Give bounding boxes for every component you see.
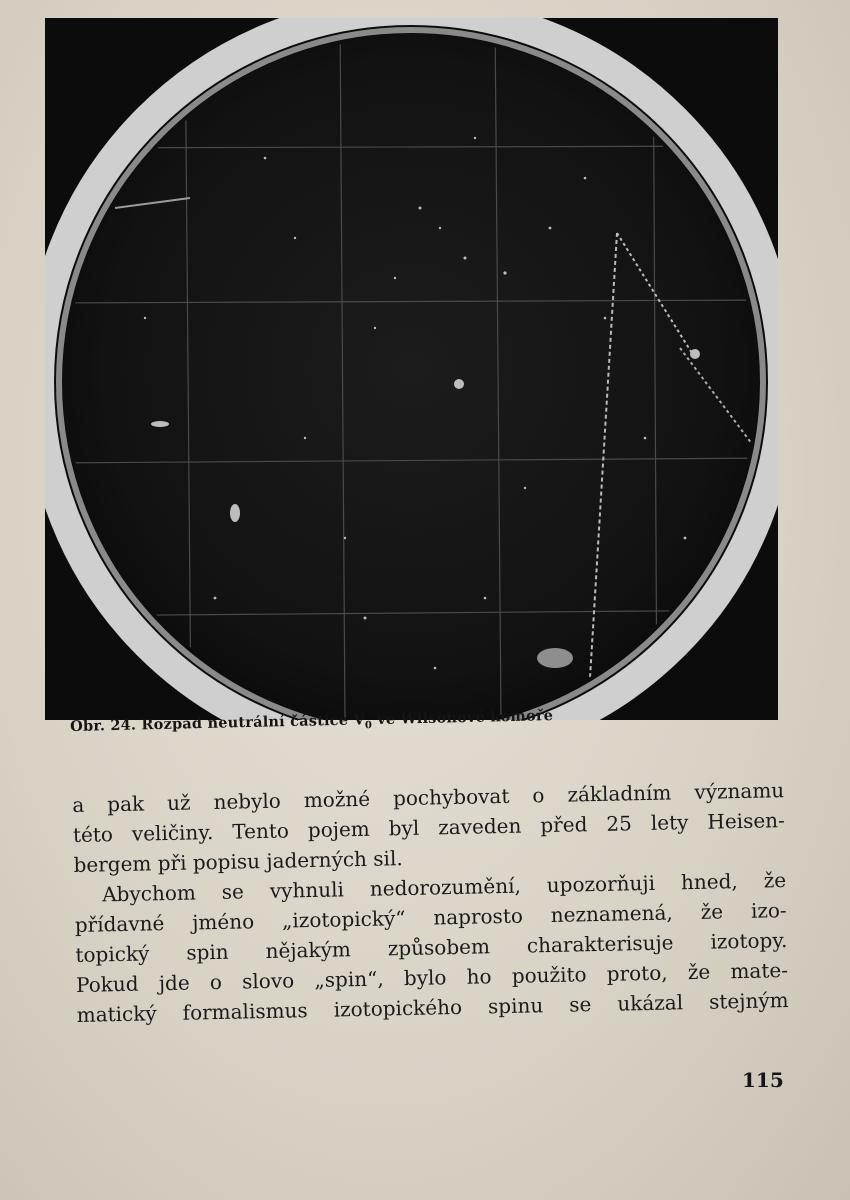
text-line: Pokud jde o slovo „spin“, bylo ho použito proto, že mate- xyxy=(75,958,789,997)
text-line: Abychom se vyhnuli nedorozumění, upozorňuji hned, že xyxy=(101,868,787,907)
figure-caption-subscript: 0 xyxy=(364,720,373,732)
cloud-chamber-image xyxy=(45,18,778,720)
text-line: této veličiny. Tento pojem byl zaveden před 25 lety Heisen- xyxy=(72,808,786,847)
text-line: a pak už nebylo možné pochybovat o základním významu xyxy=(72,778,785,817)
cloud-chamber-photograph xyxy=(45,18,778,720)
text-line: bergem při popisu jaderných sil. xyxy=(73,846,403,877)
body-text xyxy=(72,775,789,1030)
text-line: matický formalismus izotopického spinu se ukázal stejným xyxy=(76,988,789,1027)
page-number: 115 xyxy=(742,1068,784,1092)
text-line: přídavné jméno „izotopický“ naprosto neznamená, že izo- xyxy=(74,898,787,937)
text-line: topický spin nějakým způsobem charakterisuje izotopy. xyxy=(75,928,788,967)
figure-caption-suffix: ve Wilsonově komoře xyxy=(371,707,554,729)
figure-caption-text: Obr. 24. Rozpad neutrální částice V xyxy=(70,711,366,735)
